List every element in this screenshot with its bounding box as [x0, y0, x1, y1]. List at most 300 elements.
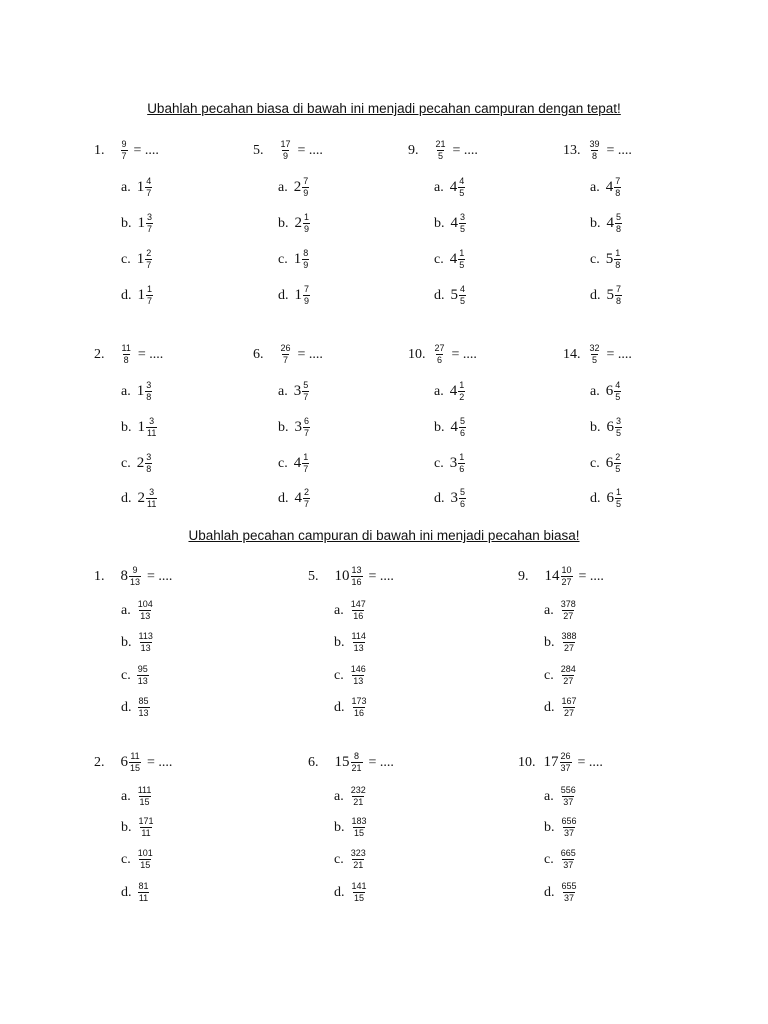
denominator: 37 [564, 828, 575, 838]
denominator: 6 [437, 355, 443, 365]
option-a [278, 177, 309, 198]
denominator: 15 [354, 828, 365, 838]
denominator: 13 [138, 708, 149, 718]
option-label: b. [544, 819, 555, 835]
numerator: 556 [560, 785, 576, 795]
denominator: 7 [146, 260, 152, 270]
option-label: c. [278, 251, 288, 267]
mixed-number [545, 566, 573, 587]
whole-number: 1 [294, 287, 302, 303]
mixed-number [451, 417, 467, 438]
mixed-number [450, 381, 466, 402]
fraction [303, 213, 310, 234]
denominator: 11 [138, 893, 149, 903]
denominator: 5 [616, 428, 622, 438]
question-number: 6. [308, 754, 319, 770]
question-13 [563, 140, 632, 161]
option-b [278, 417, 310, 438]
option-c [278, 453, 309, 474]
denominator: 11 [147, 499, 157, 509]
mixed-number [450, 177, 466, 198]
mixed-number [138, 285, 154, 306]
fraction [138, 882, 150, 903]
whole-number: 6 [606, 419, 614, 435]
option-c [334, 665, 367, 686]
numerator: 5 [616, 212, 622, 222]
numerator: 183 [351, 816, 367, 826]
option-c [121, 453, 152, 474]
option-c [121, 849, 154, 870]
whole-number: 1 [137, 287, 145, 303]
question-number: 2. [94, 754, 105, 770]
denominator: 5 [438, 151, 444, 161]
option-label: a. [334, 788, 344, 804]
whole-number: 4 [293, 455, 302, 471]
mixed-number [138, 213, 154, 234]
option-a [121, 600, 154, 621]
fraction [459, 213, 466, 234]
denominator: 8 [146, 392, 152, 402]
denominator: 5 [616, 499, 622, 509]
numerator: 114 [351, 631, 366, 641]
mixed-number [138, 488, 158, 509]
whole-number: 6 [606, 490, 614, 506]
option-c [121, 249, 152, 270]
numerator: 388 [561, 631, 577, 641]
mixed-number [335, 566, 363, 587]
option-label: a. [121, 602, 131, 618]
whole-number: 14 [544, 568, 560, 584]
option-label: c. [278, 455, 288, 471]
numerator: 9 [132, 565, 138, 575]
option-d [434, 488, 466, 509]
equals-text: = .... [577, 754, 603, 770]
question-number: 9. [408, 142, 419, 158]
numerator: 113 [138, 631, 153, 641]
fraction [615, 213, 622, 234]
denominator: 7 [283, 355, 289, 365]
equals-text: = .... [452, 142, 478, 158]
numerator: 104 [137, 599, 153, 609]
option-label: b. [434, 215, 445, 231]
option-b [121, 632, 154, 653]
denominator: 15 [354, 893, 365, 903]
fraction [615, 417, 622, 438]
fraction [351, 817, 368, 838]
numerator: 284 [560, 664, 576, 674]
denominator: 16 [353, 611, 364, 621]
option-label: d. [434, 287, 445, 303]
question-6 [253, 344, 323, 365]
whole-number: 15 [334, 754, 350, 770]
option-a [544, 600, 577, 621]
fraction [560, 752, 572, 773]
option-a [590, 381, 621, 402]
option-b [121, 817, 155, 838]
numerator: 10 [561, 565, 572, 575]
mixed-number [294, 381, 310, 402]
mixed-number [607, 213, 623, 234]
numerator: 4 [146, 176, 152, 186]
fraction [589, 140, 601, 161]
numerator: 3 [460, 212, 466, 222]
option-label: b. [590, 419, 601, 435]
numerator: 17 [280, 139, 291, 149]
numerator: 32 [589, 343, 600, 353]
whole-number: 4 [450, 215, 458, 231]
numerator: 378 [560, 599, 576, 609]
fraction [561, 882, 578, 903]
option-c [544, 849, 577, 870]
section-1-heading: Ubahlah pecahan biasa di bawah ini menjadi pecahan campuran dengan tepat! [147, 101, 621, 116]
option-d [121, 697, 150, 718]
question-number: 1. [94, 142, 105, 158]
option-a [590, 177, 621, 198]
whole-number: 2 [137, 490, 145, 506]
denominator: 7 [304, 428, 310, 438]
question-9-mixed [518, 566, 604, 587]
mixed-number [295, 213, 311, 234]
denominator: 5 [592, 355, 598, 365]
whole-number: 4 [294, 490, 302, 506]
option-a [121, 786, 152, 807]
denominator: 9 [304, 224, 310, 234]
denominator: 2 [459, 392, 465, 402]
fraction [137, 665, 149, 686]
fraction [351, 752, 363, 773]
numerator: 665 [560, 848, 576, 858]
option-c [334, 849, 367, 870]
option-label: a. [334, 602, 344, 618]
option-label: a. [590, 383, 600, 399]
denominator: 8 [616, 296, 622, 306]
option-c [590, 453, 621, 474]
numerator: 656 [561, 816, 577, 826]
option-label: b. [121, 634, 132, 650]
denominator: 9 [283, 151, 289, 161]
denominator: 13 [140, 611, 151, 621]
question-1 [94, 140, 159, 161]
mixed-number [606, 249, 622, 270]
fraction [146, 285, 153, 306]
equals-text: = .... [297, 346, 323, 362]
denominator: 8 [592, 151, 598, 161]
whole-number: 5 [605, 251, 614, 267]
equals-text: = .... [606, 142, 632, 158]
option-b [434, 417, 466, 438]
option-label: a. [544, 602, 554, 618]
option-label: d. [544, 884, 555, 900]
whole-number: 2 [293, 179, 302, 195]
equals-text: = .... [578, 568, 604, 584]
option-label: c. [121, 851, 131, 867]
numerator: 655 [561, 881, 577, 891]
question-10-mixed [518, 752, 603, 773]
option-b [334, 632, 367, 653]
numerator: 9 [121, 139, 127, 149]
option-c [121, 665, 149, 686]
whole-number: 8 [120, 568, 128, 584]
question-fraction [121, 140, 128, 161]
fraction [302, 249, 309, 270]
numerator: 146 [350, 664, 366, 674]
numerator: 3 [146, 452, 152, 462]
denominator: 37 [563, 860, 574, 870]
fraction [614, 249, 621, 270]
option-label: d. [121, 884, 132, 900]
option-label: d. [544, 699, 555, 715]
option-d [544, 882, 578, 903]
fraction [146, 488, 157, 509]
numerator: 1 [615, 248, 621, 258]
denominator: 8 [123, 355, 129, 365]
denominator: 7 [121, 151, 127, 161]
denominator: 27 [563, 611, 574, 621]
fraction [145, 249, 152, 270]
fraction [303, 488, 310, 509]
question-2-mixed [94, 752, 172, 773]
numerator: 3 [147, 212, 153, 222]
whole-number: 5 [606, 287, 614, 303]
option-label: d. [590, 490, 601, 506]
equals-text: = .... [606, 346, 632, 362]
fraction [129, 566, 141, 587]
numerator: 8 [303, 248, 309, 258]
denominator: 7 [147, 224, 153, 234]
denominator: 8 [615, 188, 621, 198]
option-a [434, 177, 465, 198]
option-label: b. [121, 419, 132, 435]
fraction [434, 344, 446, 365]
mixed-number [606, 381, 622, 402]
option-a [121, 177, 152, 198]
denominator: 8 [615, 260, 621, 270]
fraction [560, 786, 577, 807]
whole-number: 1 [293, 251, 302, 267]
option-b [121, 213, 153, 234]
whole-number: 1 [136, 179, 145, 195]
fraction [351, 697, 368, 718]
mixed-number [137, 381, 153, 402]
option-label: b. [278, 419, 289, 435]
option-label: a. [121, 383, 131, 399]
whole-number: 1 [136, 251, 145, 267]
equals-text: = .... [133, 142, 159, 158]
option-label: a. [278, 179, 288, 195]
denominator: 6 [460, 428, 466, 438]
mixed-number [137, 177, 153, 198]
mixed-number [295, 285, 311, 306]
numerator: 1 [459, 452, 465, 462]
question-number: 5. [253, 142, 264, 158]
mixed-number [607, 285, 623, 306]
fraction [350, 665, 367, 686]
numerator: 26 [560, 751, 571, 761]
fraction [145, 453, 152, 474]
fraction [560, 665, 577, 686]
fraction [435, 140, 447, 161]
denominator: 11 [141, 828, 151, 838]
option-label: c. [434, 455, 444, 471]
whole-number: 6 [605, 455, 614, 471]
whole-number: 3 [449, 455, 458, 471]
question-number: 10. [408, 346, 426, 362]
whole-number: 4 [449, 179, 458, 195]
denominator: 9 [304, 296, 310, 306]
mixed-number [451, 213, 467, 234]
fraction [458, 453, 465, 474]
fraction [458, 177, 465, 198]
option-label: d. [278, 490, 289, 506]
fraction [561, 632, 578, 653]
denominator: 7 [304, 499, 310, 509]
fraction [303, 417, 310, 438]
option-d [121, 488, 157, 509]
denominator: 37 [560, 763, 571, 773]
option-label: c. [121, 667, 131, 683]
numerator: 8 [354, 751, 360, 761]
denominator: 37 [563, 797, 574, 807]
whole-number: 6 [120, 754, 128, 770]
option-d [278, 488, 310, 509]
numerator: 21 [435, 139, 446, 149]
denominator: 5 [459, 260, 465, 270]
option-label: b. [121, 819, 132, 835]
denominator: 8 [616, 224, 622, 234]
fraction [615, 285, 622, 306]
fraction [350, 786, 367, 807]
question-1-mixed [94, 566, 172, 587]
option-label: b. [334, 819, 345, 835]
option-b [334, 817, 368, 838]
option-a [121, 381, 152, 402]
numerator: 173 [351, 696, 367, 706]
whole-number: 3 [294, 419, 302, 435]
mixed-number [451, 285, 467, 306]
denominator: 16 [354, 708, 365, 718]
fraction [138, 817, 155, 838]
mixed-number [121, 752, 142, 773]
fraction [145, 177, 152, 198]
numerator: 2 [615, 452, 621, 462]
option-c [278, 249, 309, 270]
fraction [560, 849, 577, 870]
option-c [590, 249, 621, 270]
numerator: 7 [616, 284, 622, 294]
option-label: d. [121, 699, 132, 715]
whole-number: 3 [450, 490, 458, 506]
option-b [121, 417, 157, 438]
numerator: 1 [459, 380, 465, 390]
question-6-mixed [308, 752, 394, 773]
option-a [334, 600, 367, 621]
numerator: 4 [615, 380, 621, 390]
equals-text: = .... [368, 568, 394, 584]
fraction [560, 600, 577, 621]
whole-number: 3 [293, 383, 302, 399]
denominator: 27 [564, 643, 575, 653]
whole-number: 1 [136, 383, 145, 399]
fraction [303, 285, 310, 306]
numerator: 3 [149, 487, 155, 497]
question-10 [408, 344, 477, 365]
numerator: 323 [350, 848, 366, 858]
option-label: c. [121, 455, 131, 471]
fraction [561, 817, 578, 838]
denominator: 6 [460, 499, 466, 509]
option-a [544, 786, 577, 807]
whole-number: 4 [605, 179, 614, 195]
numerator: 4 [459, 176, 465, 186]
option-d [121, 882, 150, 903]
option-label: d. [434, 490, 445, 506]
denominator: 7 [303, 464, 309, 474]
numerator: 1 [147, 284, 153, 294]
numerator: 13 [351, 565, 362, 575]
denominator: 5 [615, 464, 621, 474]
numerator: 11 [121, 343, 131, 353]
denominator: 7 [147, 296, 153, 306]
fraction [145, 381, 152, 402]
fraction [561, 697, 578, 718]
option-label: a. [434, 179, 444, 195]
numerator: 101 [137, 848, 153, 858]
mixed-number [295, 488, 311, 509]
numerator: 2 [304, 487, 310, 497]
numerator: 5 [303, 380, 309, 390]
denominator: 27 [564, 708, 575, 718]
option-d [121, 285, 153, 306]
option-label: a. [544, 788, 554, 804]
mixed-number [607, 417, 623, 438]
denominator: 9 [303, 260, 309, 270]
fraction [280, 140, 292, 161]
question-number: 13. [563, 142, 581, 158]
fraction [121, 344, 132, 365]
question-number: 9. [518, 568, 529, 584]
denominator: 5 [460, 296, 466, 306]
numerator: 111 [137, 785, 152, 795]
fraction [146, 213, 153, 234]
whole-number: 4 [606, 215, 614, 231]
question-5-mixed [308, 566, 394, 587]
whole-number: 17 [543, 754, 559, 770]
equals-text: = .... [147, 568, 173, 584]
whole-number: 6 [605, 383, 614, 399]
option-d [334, 882, 368, 903]
denominator: 11 [147, 428, 157, 438]
mixed-number [137, 249, 153, 270]
mixed-number [294, 453, 310, 474]
option-a [278, 381, 309, 402]
option-label: b. [278, 215, 289, 231]
fraction [561, 566, 573, 587]
numerator: 1 [303, 452, 309, 462]
mixed-number [606, 177, 622, 198]
fraction [458, 249, 465, 270]
whole-number: 2 [136, 455, 145, 471]
numerator: 7 [304, 284, 310, 294]
option-label: b. [434, 419, 445, 435]
mixed-number [294, 249, 310, 270]
fraction [137, 600, 154, 621]
option-label: c. [544, 667, 554, 683]
question-14 [563, 344, 632, 365]
question-9 [408, 140, 478, 161]
fraction [146, 417, 157, 438]
numerator: 1 [304, 212, 310, 222]
fraction [137, 849, 154, 870]
